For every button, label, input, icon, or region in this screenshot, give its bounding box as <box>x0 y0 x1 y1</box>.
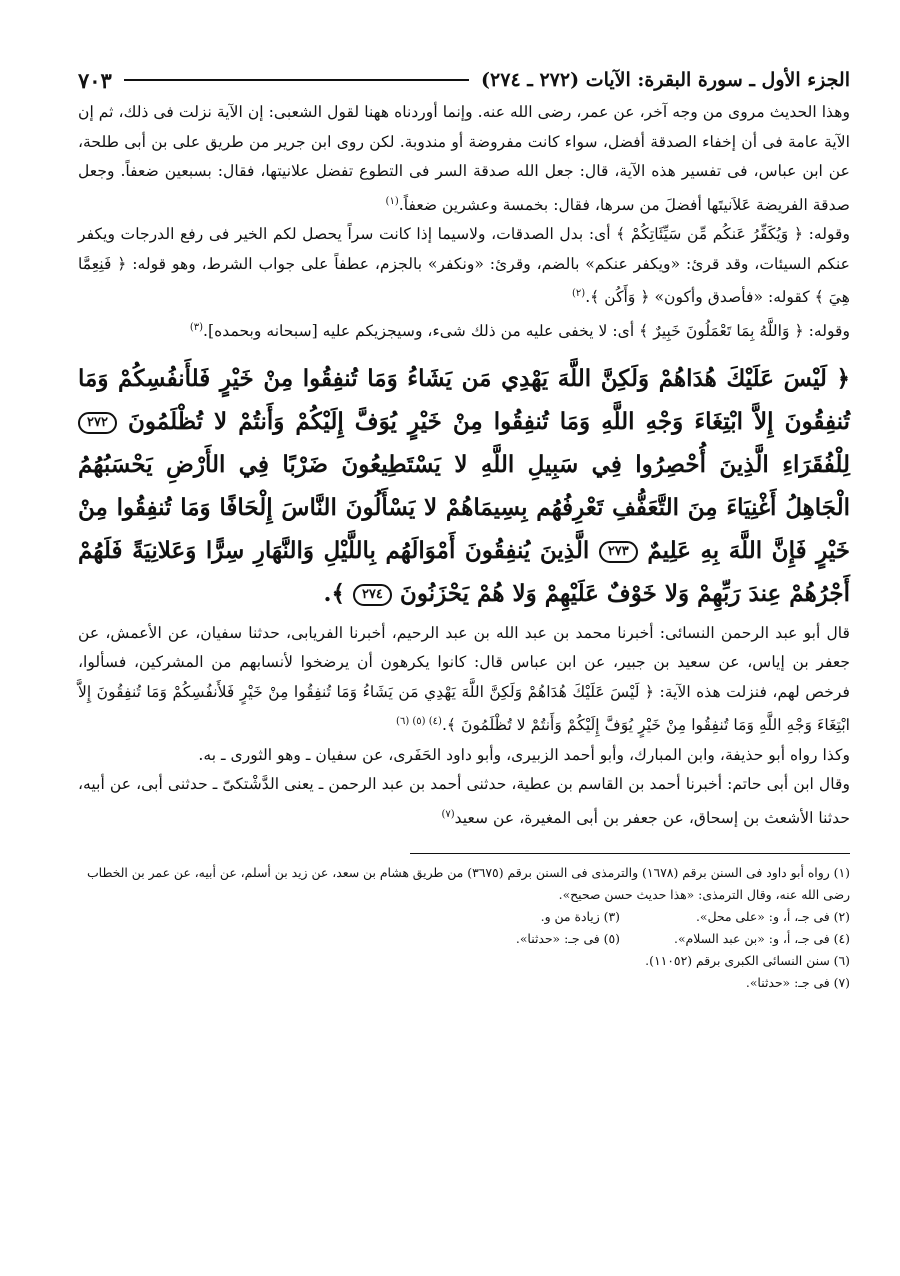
paragraph-6 <box>78 770 850 833</box>
verse-text-273: لِلْفُقَرَاءِ الَّذِينَ أُحْصِرُوا فِي سَبِيلِ اللَّهِ لا يَسْتَطِيعُونَ ضَرْبًا فِي الأَرْضِ يَحْسَبُهُمُ الْجَاهِلُ أَغْنِيَاءَ مِنَ التَّعَفُّفِ تَعْرِفُهُم بِسِيمَاهُمْ لا يَسْأَلُونَ النَّاسَ إِلْحَافًا وَمَا تُنفِقُوا مِنْ خَيْرٍ فَإِنَّ اللَّهَ بِهِ عَلِيمٌ <box>78 450 850 564</box>
verse-number-274: ٢٧٤ <box>353 584 392 606</box>
verse-number-273: ٢٧٣ <box>599 541 638 563</box>
footnote-6: (٦) سنن النسائى الكبرى برقم (١١٠٥٢). <box>645 953 850 969</box>
footnote-row-4-5 <box>78 928 850 950</box>
verse-text-274: الَّذِينَ يُنفِقُونَ أَمْوَالَهُم بِاللَّيْلِ وَالنَّهَارِ سِرًّا وَعَلانِيَةً فَلَهُمْ أَجْرُهُمْ عِندَ رَبِّهِمْ وَلا خَوْفٌ عَلَيْهِمْ وَلا هُمْ يَحْزَنُونَ <box>78 536 850 607</box>
footnote-row-2-3 <box>78 906 850 928</box>
paragraph-2 <box>78 220 850 313</box>
paragraph-1-text: وهذا الحديث مروى من وجه آخر، عن عمر، رضى الله عنه. وإنما أوردناه ههنا لقول الشعبى: إن الآية نزلت فى ذلك، ثم إن الآية عامة فى أن إخفاء الصدقة أفضل، سواء كانت مفروضة أو مندوبة. لكن روى ابن جرير من طريق على بن أبى طلحة، عن ابن عباس، فى تفسير هذه الآية، قال: جعل الله صدقة السر فى التطوع تفضل علانيتها، فقال: بسبعين ضعفاً. وجعل صدقة الفريضة عَلاَنيتَها أفضلَ من سرها، فقال: بخمسة وعشرين ضعفاً. <box>78 103 850 214</box>
paragraph-5: وكذا رواه أبو حذيفة، وابن المبارك، وأبو أحمد الزبيرى، وأبو داود الحَفَرى، عن سفيان ـ وهو الثورى ـ به. <box>198 745 850 764</box>
footnote-1: (١) رواه أبو داود فى السنن برقم (١٦٧٨) والترمذى فى السنن برقم (٣٦٧٥) من طريق هشام بن سعد، عن زيد بن أسلم، عن أبيه، عن عمر بن الخطاب رضى الله عنه، وقال الترمذى: «هذا حديث حسن صحيح». <box>87 865 850 903</box>
paragraph-6-text: وقال ابن أبى حاتم: أخبرنا أحمد بن القاسم بن عطية، حدثنى أحمد بن عبد الرحمن ـ يعنى الدَّشْتكىّ ـ حدثنى أبى، عن أبيه، حدثنا الأشعث بن إسحاق، عن جعفر بن أبى المغيرة، عن سعيد <box>78 775 850 827</box>
paragraph-4-text: قال أبو عبد الرحمن النسائى: أخبرنا محمد بن عبد الله بن عبد الرحيم، أخبرنا الفريابى، حدثنا سفيان، عن الأعمش، عن جعفر بن إياس، عن سعيد بن جبير، عن ابن عباس قال: كانوا يكرهون أن يرضخوا لأنسابهم من المشركين، فسألوا، فرخص لهم، فنزلت هذه الآية: ﴿ لَيْسَ عَلَيْكَ هُدَاهُمْ وَلَكِنَّ اللَّهَ يَهْدِي مَن يَشَاءُ وَمَا تُنفِقُوا مِنْ خَيْرٍ فَلأَنفُسِكُمْ وَمَا تُنفِقُونَ إِلاَّ ابْتِغَاءَ وَجْهِ اللَّهِ وَمَا تُنفِقُوا مِنْ خَيْرٍ يُوَفَّ إِلَيْكُمْ وَأَنتُمْ لا تُظْلَمُونَ ﴾. <box>78 623 850 735</box>
paragraph-4 <box>78 619 850 741</box>
footnote-3: (٣) زيادة من و. <box>540 909 620 925</box>
footnotes <box>78 862 850 994</box>
verse-number-272: ٢٧٢ <box>78 412 117 434</box>
footnote-7: (٧) فى جـ: «حدثنا». <box>745 975 850 991</box>
running-header <box>78 62 850 98</box>
header-title: الجزء الأول ـ سورة البقرة: الآيات (٢٧٢ ـ ٢٧٤) <box>481 69 850 91</box>
header-rule <box>124 79 469 81</box>
footnote-ref-7: (٧) <box>441 808 455 820</box>
footnote-ref-1: (١) <box>385 195 399 207</box>
verse-text-272: ﴿ لَيْسَ عَلَيْكَ هُدَاهُمْ وَلَكِنَّ اللَّهَ يَهْدِي مَن يَشَاءُ وَمَا تُنفِقُوا مِنْ خَيْرٍ فَلأَنفُسِكُمْ وَمَا تُنفِقُونَ إِلاَّ ابْتِغَاءَ وَجْهِ اللَّهِ وَمَا تُنفِقُوا مِنْ خَيْرٍ يُوَفَّ إِلَيْكُمْ وَأَنتُمْ لا تُظْلَمُونَ <box>78 364 850 435</box>
footnote-2: (٢) فى جـ، أ، و: «على محل». <box>695 909 850 925</box>
verse-close: ﴾. <box>323 579 345 607</box>
footnote-ref-3: (٣) <box>189 321 204 333</box>
paragraph-3-text: وقوله: ﴿ وَاللَّهُ بِمَا تَعْمَلُونَ خَبِيرٌ ﴾ أى: لا يخفى عليه من ذلك شىء، وسيجزيكم عليه [سبحانه وبحمده]. <box>203 322 850 341</box>
footnote-ref-2: (٢) <box>572 288 586 300</box>
paragraph-3 <box>78 313 850 347</box>
book-page <box>78 62 850 994</box>
paragraph-2-text: وقوله: ﴿ وَيُكَفِّرُ عَنكُم مِّن سَيِّئَاتِكُمْ ﴾ أى: بدل الصدقات، ولاسيما إذا كانت سراً يحصل لكم الخير فى رفع الدرجات ويكفر عنكم السيئات، وقد قرئ: «ويكفر عنكم» بالضم، وقرئ: «ونكفر» بالجزم، عطفاً على جواب الشرط، وهو قوله: ﴿ فَنِعِمَّا هِيَ ﴾ كقوله: «فأصدق وأكون» ﴿ وَأَكُن ﴾. <box>78 225 850 307</box>
page-number: ٧٠٣ <box>78 67 112 93</box>
footnote-4: (٤) فى جـ، أ، و: «بن عبد السلام». <box>674 931 850 947</box>
quran-verses <box>78 357 850 615</box>
footnote-rule <box>410 853 850 854</box>
footnote-refs-4-6: (٤) (٥) (٦) <box>396 716 442 728</box>
paragraph-1 <box>78 98 850 220</box>
footnote-5: (٥) فى جـ: «حدثنا». <box>515 931 620 947</box>
